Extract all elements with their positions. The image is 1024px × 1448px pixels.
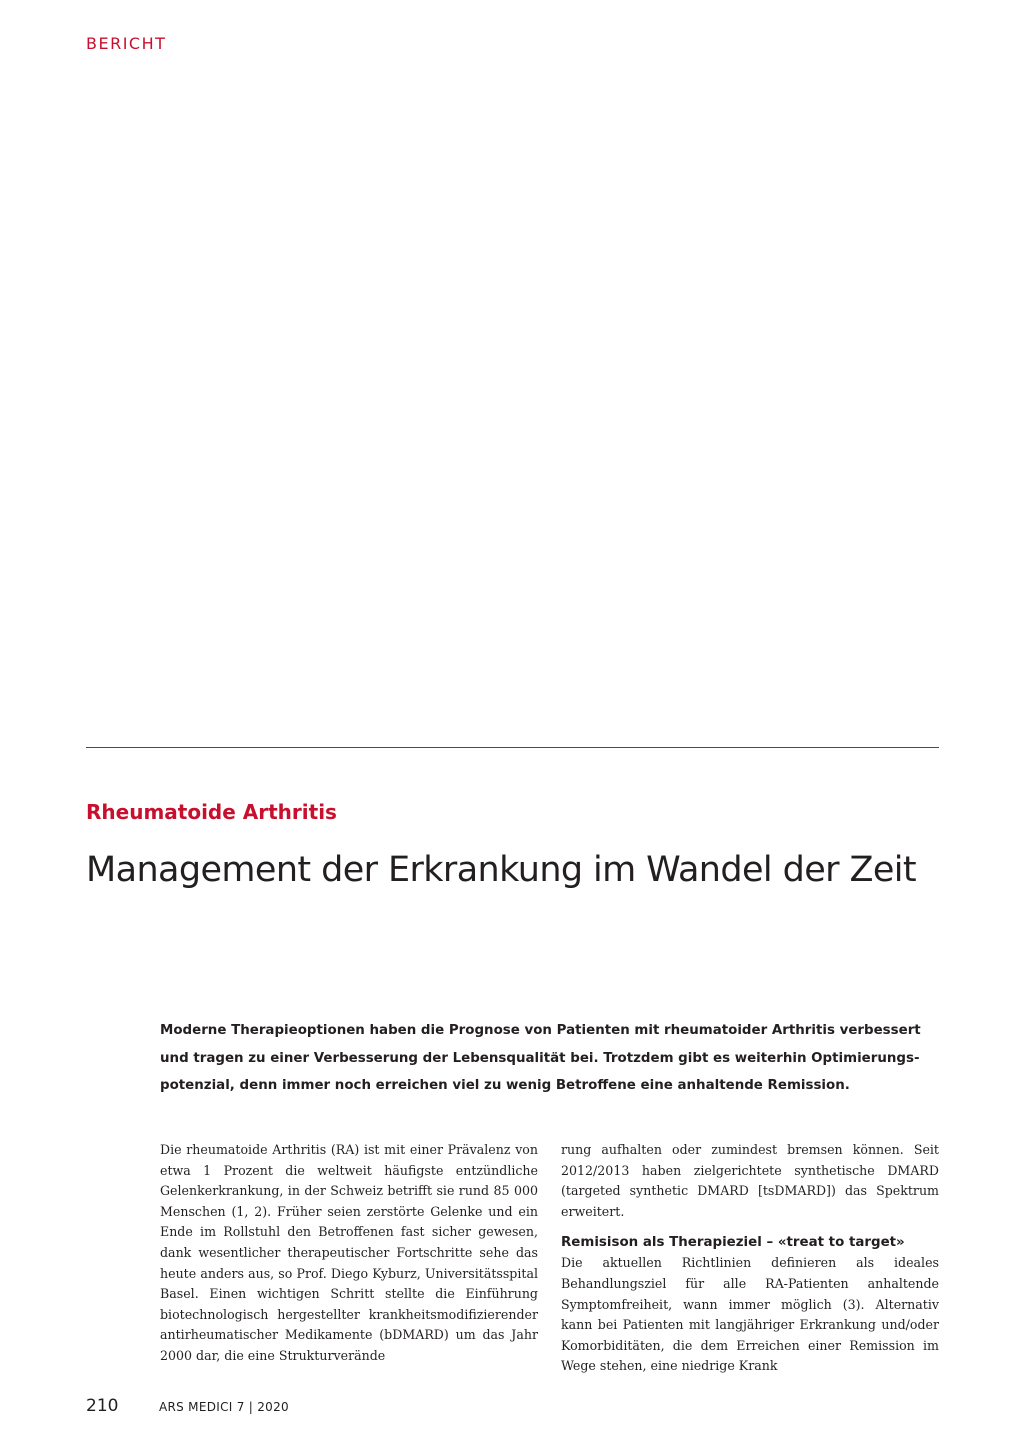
page-footer <box>86 1396 289 1416</box>
section-label: BERICHT <box>86 34 167 53</box>
article-title: Management der Erkrankung im Wandel der Zeit <box>86 850 917 890</box>
publication-info: ARS MEDICI 7 | 2020 <box>159 1400 289 1414</box>
page-number: 210 <box>86 1396 119 1416</box>
article-lead: Moderne Therapieoptionen haben die Prognose von Patienten mit rheumatoider Arthritis verbessert und tragen zu einer Verbesserung der Lebensqualität bei. Trotzdem gibt es weiterhin Optimierungspotenzial, denn immer noch erreichen viel zu wenig Betroffene eine anhaltende Remission. <box>160 1023 921 1093</box>
title-divider <box>86 747 939 748</box>
body-column-right <box>561 1140 939 1377</box>
body-paragraph: Die rheumatoide Arthritis (RA) ist mit einer Prävalenz von etwa 1 Prozent die weltweit häufigste entzündliche Gelenkerkrankung, in der Schweiz betrifft sie rund 85 000 Menschen (1, 2). Früher seien zerstörte Gelenke und ein Ende im Rollstuhl den Betroffenen fast sicher gewesen, dank wesentlicher therapeutischer Fortschritte sehe das heute anders aus, so Prof. Diego Kyburz, Universitätsspital Basel. Einen wichtigen Schritt stellte die Einführung biotechnologisch hergestellter krankheitsmodifizierender antirheumatischer Medikamente (bDMARD) um das Jahr 2000 dar, die eine Strukturverände <box>160 1142 538 1363</box>
section-subheading: Remisison als Therapieziel – «treat to target» <box>561 1235 905 1251</box>
body-column-left <box>160 1140 538 1367</box>
body-paragraph: Die aktuellen Richtlinien definieren als ideales Behandlungsziel für alle RA-Patienten anhaltende Symptomfreiheit, wann immer möglich (3). Alternativ kann bei Patienten mit langjähriger Erkrankung und/oder Komorbiditäten, die dem Erreichen einer Remission im Wege stehen, eine niedrige Krank <box>561 1255 939 1374</box>
article-kicker: Rheumatoide Arthritis <box>86 800 337 824</box>
body-paragraph-continued: rung aufhalten oder zumindest bremsen können. Seit 2012/2013 haben zielgerichtete synthetische DMARD (targeted synthetic DMARD [tsDMARD]) das Spektrum erweitert. <box>561 1142 939 1219</box>
